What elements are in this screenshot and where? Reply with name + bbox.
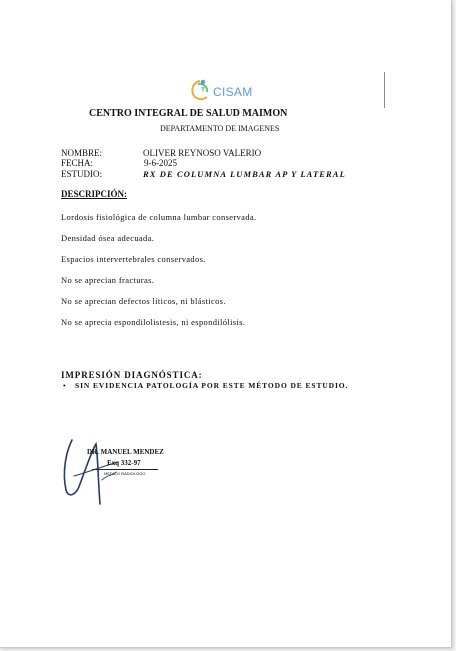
study-name: RX DE COLUMNA LUMBAR AP Y LATERAL (143, 169, 346, 179)
impression-item (63, 381, 349, 390)
finding-item: Densidad ósea adecuada. (61, 233, 155, 243)
finding-item: No se aprecia espondilolistesis, ni espondilólisis. (61, 317, 246, 327)
finding-item: No se aprecian defectos líticos, ni blásticos. (61, 296, 226, 306)
name-label: NOMBRE: (61, 148, 103, 158)
finding-item: Lordosis fisiológica de columna lumbar conservada. (61, 212, 257, 222)
finding-item: Espacios intervertebrales conservados. (61, 254, 206, 264)
clinic-title: CENTRO INTEGRAL DE SALUD MAIMON (89, 108, 288, 119)
department-subtitle: DEPARTAMENTO DE IMAGENES (160, 124, 280, 133)
signature-line (92, 469, 158, 470)
description-heading: DESCRIPCIÓN: (61, 189, 128, 199)
impression-text: SIN EVIDENCIA PATOLOGÍA POR ESTE MÉTODO DE ESTUDIO. (75, 381, 349, 390)
study-label: ESTUDIO: (61, 169, 102, 179)
doctor-role: MEDICO RADIOLOGO (104, 471, 146, 476)
doctor-name: DR. MANUEL MENDEZ (87, 448, 164, 456)
bullet-icon: • (63, 381, 67, 390)
impression-heading: IMPRESIÓN DIAGNÓSTICA: (61, 370, 203, 380)
logo-subtext: . (213, 98, 214, 102)
header-divider (384, 72, 385, 108)
date-label: FECHA: (61, 158, 94, 168)
exam-date: 9-6-2025 (144, 158, 177, 168)
patient-name: OLIVER REYNOSO VALERIO (143, 148, 262, 158)
logo-text: CISAM (213, 85, 253, 99)
doctor-exequatur: Exq 332-97 (107, 459, 141, 467)
finding-item: No se aprecian fracturas. (61, 275, 155, 285)
